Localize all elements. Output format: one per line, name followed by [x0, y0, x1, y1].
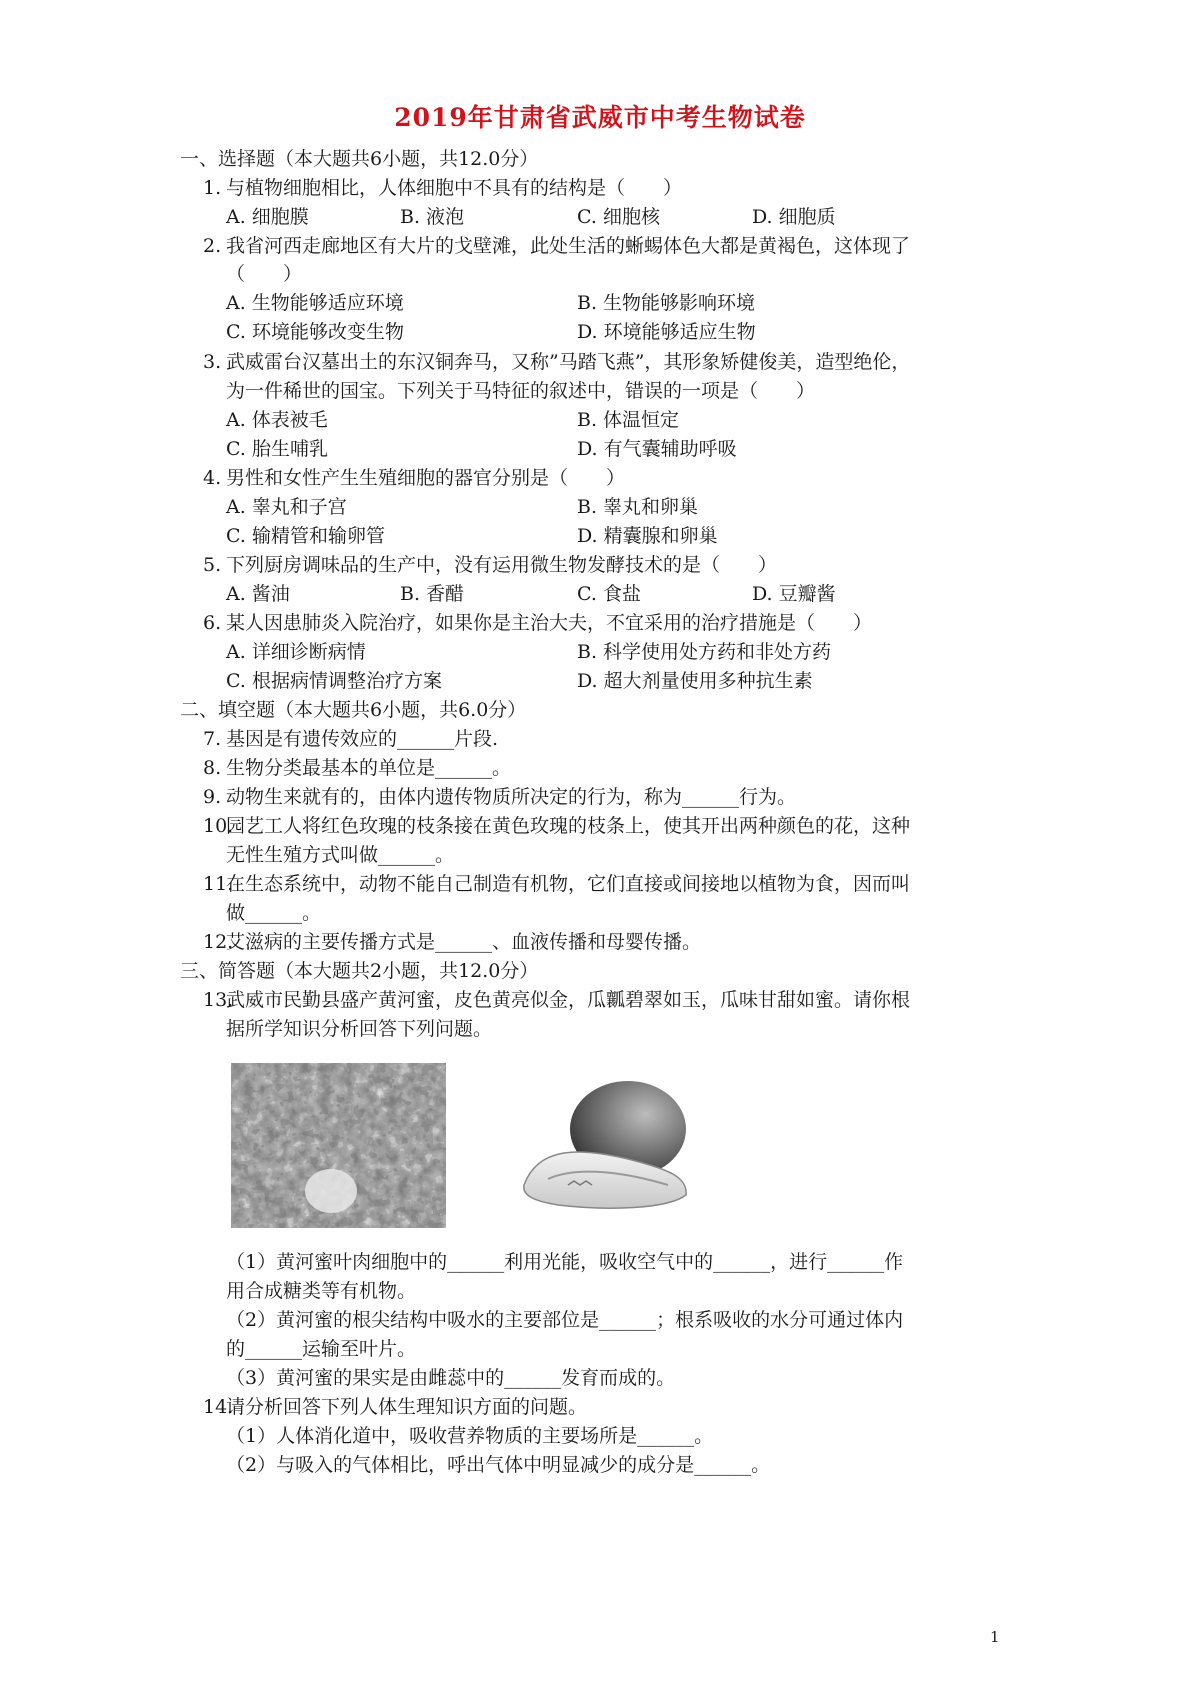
melon-fruit-photo [518, 1077, 693, 1212]
question-number: 1. [203, 177, 222, 199]
question-text: 园艺工人将红色玫瑰的枝条接在黄色玫瑰的枝条上，使其开出两种颜色的花，这种 [226, 815, 911, 837]
page-number: 1 [990, 1628, 1000, 1646]
question-number: 5. [203, 554, 222, 576]
option-a: A. 体表被毛 [226, 409, 328, 431]
option-d: D. 环境能够适应生物 [577, 321, 756, 343]
question-text: 某人因患肺炎入院治疗，如果你是主治大夫，不宜采用的治疗措施是（ ） [226, 612, 873, 634]
option-b: B. 科学使用处方药和非处方药 [577, 641, 832, 663]
option-c: C. 根据病情调整治疗方案 [226, 670, 442, 692]
question-number: 10. [203, 815, 234, 837]
question-number: 14. [203, 1396, 234, 1418]
sub-question-2: （2）黄河蜜的根尖结构中吸水的主要部位是______；根系吸收的水分可通过体内 [226, 1309, 904, 1331]
option-d: D. 超大剂量使用多种抗生素 [577, 670, 813, 692]
question-text-cont: 为一件稀世的国宝。下列关于马特征的叙述中，错误的一项是（ ） [226, 380, 816, 402]
question-number: 4. [203, 467, 222, 489]
question-text: 动物生来就有的，由体内遗传物质所决定的行为，称为______行为。 [226, 786, 797, 808]
question-text-cont: 做______。 [226, 902, 322, 924]
option-c: C. 细胞核 [577, 206, 660, 228]
question-number: 8. [203, 757, 222, 779]
page-title: 2019年甘肃省武威市中考生物试卷 [394, 103, 806, 132]
option-b: B. 香醋 [400, 583, 465, 605]
question-number: 11. [203, 873, 234, 895]
question-text: 基因是有遗传效应的______片段. [226, 728, 499, 750]
question-text: 生物分类最基本的单位是______。 [226, 757, 512, 779]
section-heading-short-answer: 三、简答题（本大题共2小题，共12.0分） [180, 960, 539, 982]
sub-question-2-cont: 的______运输至叶片。 [226, 1338, 417, 1360]
question-number: 3. [203, 351, 222, 373]
option-d: D. 豆瓣酱 [752, 583, 836, 605]
melon-field-photo [231, 1063, 446, 1228]
option-a: A. 细胞膜 [226, 206, 309, 228]
question-number: 12. [203, 931, 234, 953]
option-a: A. 酱油 [226, 583, 290, 605]
option-c: C. 输精管和输卵管 [226, 525, 385, 547]
question-text: 武威市民勤县盛产黄河蜜，皮色黄亮似金，瓜瓤碧翠如玉，瓜味甘甜如蜜。请你根 [226, 989, 911, 1011]
question-text: 武威雷台汉墓出土的东汉铜奔马，又称”马踏飞燕”，其形象矫健俊美，造型绝伦， [226, 351, 911, 373]
option-a: A. 详细诊断病情 [226, 641, 366, 663]
option-b: B. 睾丸和卵巢 [577, 496, 699, 518]
question-number: 13. [203, 989, 234, 1011]
sub-question-1: （1）人体消化道中，吸收营养物质的主要场所是______。 [226, 1425, 714, 1447]
option-d: D. 精囊腺和卵巢 [577, 525, 718, 547]
sub-question-1-cont: 用合成糖类等有机物。 [226, 1280, 417, 1302]
option-c: C. 胎生哺乳 [226, 438, 328, 460]
sub-question-3: （3）黄河蜜的果实是由雌蕊中的______发育而成的。 [226, 1367, 676, 1389]
question-text: 我省河西走廊地区有大片的戈壁滩，此处生活的蜥蜴体色大都是黄褐色，这体现了 [226, 235, 911, 257]
section-heading-choice: 一、选择题（本大题共6小题，共12.0分） [180, 148, 539, 170]
question-text: 请分析回答下列人体生理知识方面的问题。 [226, 1396, 588, 1418]
option-c: C. 食盐 [577, 583, 641, 605]
section-heading-fill: 二、填空题（本大题共6小题，共6.0分） [180, 699, 527, 721]
question-text: 艾滋病的主要传播方式是______、血液传播和母婴传播。 [226, 931, 702, 953]
option-a: A. 生物能够适应环境 [226, 292, 404, 314]
sub-question-2: （2）与吸入的气体相比，呼出气体中明显减少的成分是______。 [226, 1454, 771, 1476]
question-text-cont: 据所学知识分析回答下列问题。 [226, 1018, 493, 1040]
question-number: 7. [203, 728, 222, 750]
question-text: 下列厨房调味品的生产中，没有运用微生物发酵技术的是（ ） [226, 554, 778, 576]
question-text-cont: 无性生殖方式叫做______。 [226, 844, 455, 866]
option-d: D. 有气囊辅助呼吸 [577, 438, 737, 460]
sub-question-1: （1）黄河蜜叶肉细胞中的______利用光能，吸收空气中的______，进行______作 [226, 1251, 904, 1273]
option-b: B. 体温恒定 [577, 409, 680, 431]
question-text-cont: （ ） [226, 263, 303, 285]
question-number: 6. [203, 612, 222, 634]
option-a: A. 睾丸和子宫 [226, 496, 347, 518]
option-c: C. 环境能够改变生物 [226, 321, 404, 343]
question-number: 2. [203, 235, 222, 257]
option-b: B. 生物能够影响环境 [577, 292, 756, 314]
question-text: 男性和女性产生生殖细胞的器官分别是（ ） [226, 467, 626, 489]
question-number: 9. [203, 786, 222, 808]
question-text: 与植物细胞相比，人体细胞中不具有的结构是（ ） [226, 177, 683, 199]
option-d: D. 细胞质 [752, 206, 836, 228]
question-text: 在生态系统中，动物不能自己制造有机物，它们直接或间接地以植物为食，因而叫 [226, 873, 911, 895]
option-b: B. 液泡 [400, 206, 465, 228]
